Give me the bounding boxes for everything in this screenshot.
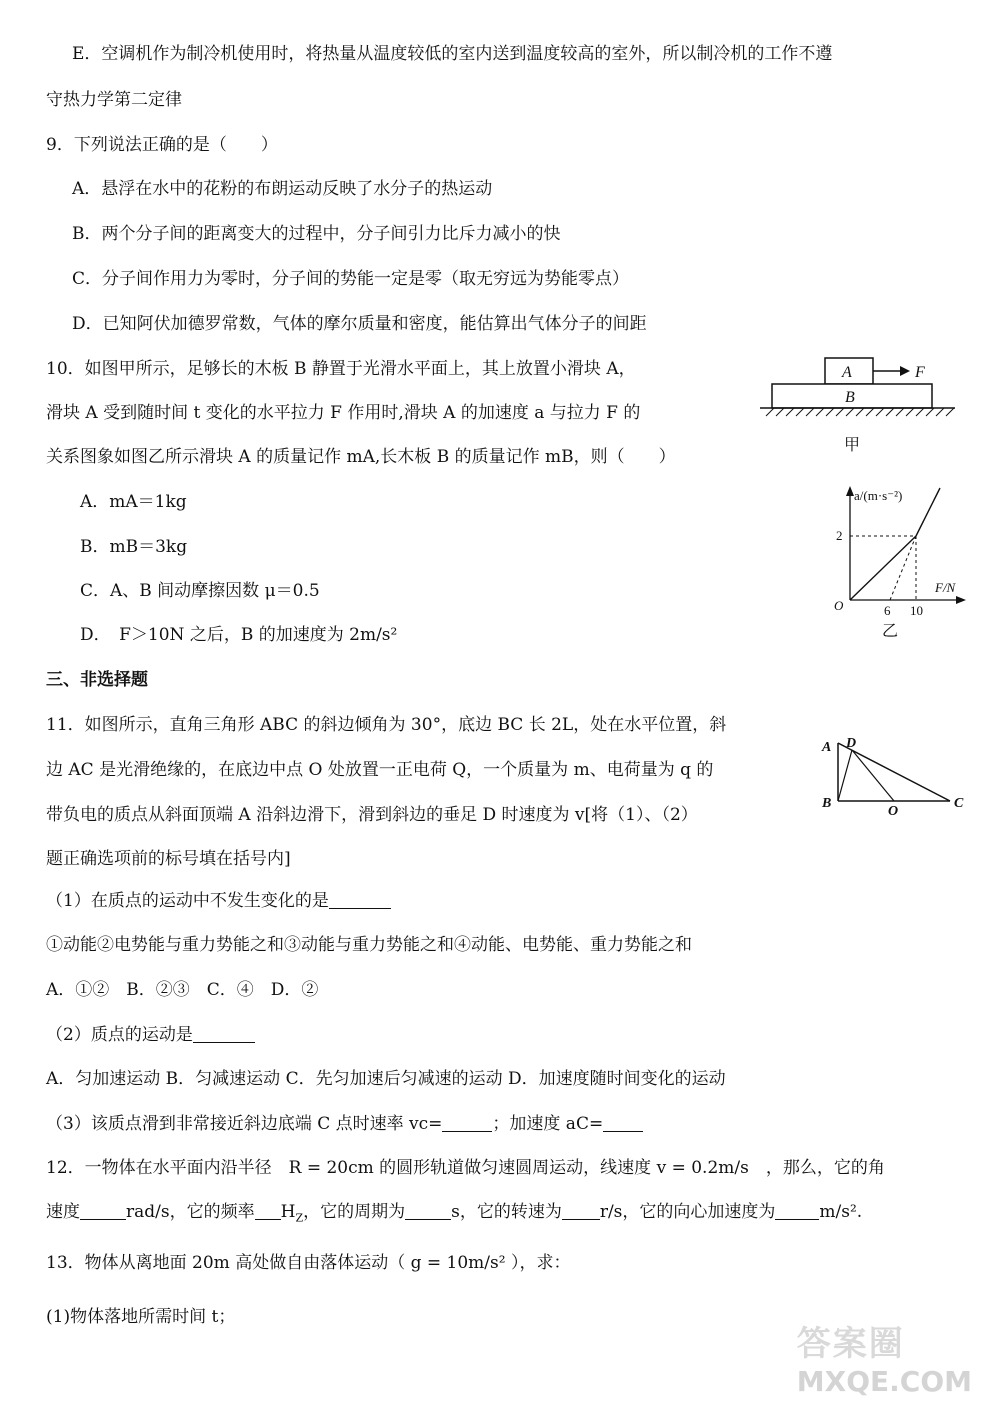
q12-text-1: rad/s，它的频率 [126, 1202, 255, 1222]
q10-stem-line1: 10．如图甲所示，足够长的木板 B 静置于光滑水平面上，其上放置小滑块 A， [46, 359, 636, 379]
q12-text-2: H [280, 1202, 296, 1222]
q12-text-2-sub: Z [295, 1211, 304, 1225]
q11-part1-blank[interactable] [329, 890, 391, 909]
q12-text-5: r/s，它的向心加速度为 [599, 1202, 776, 1222]
point-d-label: D [846, 736, 857, 751]
q10-option-d: D． F＞10N 之后，B 的加速度为 2m/s² [80, 625, 398, 645]
q11-part2-blank[interactable] [193, 1024, 255, 1043]
point-b-label: B [822, 796, 832, 811]
q11-part2-text: （2）质点的运动是 [46, 1025, 193, 1045]
x-tick-6: 6 [884, 603, 891, 618]
graph-line-2 [916, 488, 940, 536]
q11-part2 [46, 1023, 255, 1047]
figure-yi-caption: 乙 [882, 623, 899, 640]
q12-text-4: s，它的转速为 [451, 1202, 562, 1222]
board-b-label: B [845, 389, 855, 406]
figure-jia-caption: 甲 [844, 437, 861, 454]
q11-part3-text-a: （3）该质点滑到非常接近斜边底端 C 点时速率 vc= [46, 1114, 443, 1134]
watermark-top: 答案圈 [796, 1324, 905, 1364]
q12-text-6: m/s². [819, 1202, 863, 1222]
q8-option-e-line2: 守热力学第二定律 [46, 90, 182, 110]
block-a-label: A [842, 364, 852, 381]
q12-stem-line1: 12．一物体在水平面内沿半径 R = 20cm 的圆形轨道做匀速圆周运动，线速度 v = 0.2m/s ，那么，它的角 [46, 1158, 885, 1178]
q12-frequency-blank[interactable] [255, 1201, 281, 1220]
q10-stem-line2: 滑块 A 受到随时间 t 变化的水平拉力 F 作用时,滑块 A 的加速度 a 与拉力 F 的 [46, 403, 641, 423]
q12-text-3: ，它的周期为 [303, 1202, 406, 1222]
origin-label: O [834, 598, 844, 613]
section-heading: 三、非选择题 [46, 670, 148, 690]
graph-line-1 [850, 536, 916, 600]
q9-option-b: B．两个分子间的距离变大的过程中，分子间引力比斥力减小的快 [72, 224, 561, 244]
figure-jia [760, 350, 960, 460]
q8-option-e-line1: E．空调机作为制冷机使用时，将热量从温度较低的室内送到温度较高的室外，所以制冷机的工作不遵 [72, 44, 833, 64]
q11-part2-choices: A．匀加速运动 B．匀减速运动 C．先匀加速后匀减速的运动 D．加速度随时间变化的运动 [46, 1069, 726, 1089]
point-c-label: C [954, 796, 964, 811]
q13-stem: 13．物体从离地面 20m 高处做自由落体运动（ g = 10m/s² ），求： [46, 1253, 571, 1273]
point-o-label: O [888, 804, 899, 815]
q11-part1 [46, 889, 391, 913]
q11-part3-text-b: ；加速度 aC= [492, 1114, 604, 1134]
q11-ac-blank[interactable] [603, 1113, 643, 1132]
q11-part1-options: ①动能②电势能与重力势能之和③动能与重力势能之和④动能、电势能、重力势能之和 [46, 935, 692, 955]
y-tick-2: 2 [836, 528, 843, 543]
force-label: F [915, 364, 925, 381]
q11-part1-text: （1）在质点的运动中不发生变化的是 [46, 891, 329, 911]
q12-stem-line2 [46, 1200, 862, 1230]
figure-yi [828, 482, 978, 642]
q11-stem-line3: 带负电的质点从斜面顶端 A 沿斜边滑下，滑到斜边的垂足 D 时速度为 v[将（1）、（2） [46, 805, 698, 825]
q11-vc-blank[interactable] [442, 1113, 492, 1132]
q12-acceleration-blank[interactable] [775, 1201, 819, 1220]
q11-stem-line1: 11．如图所示，直角三角形 ABC 的斜边倾角为 30°，底边 BC 长 2L，处在水平位置，斜 [46, 715, 727, 735]
q10-stem-line3: 关系图象如图乙所示滑块 A 的质量记作 mA,长木板 B 的质量记作 mB，则（ ） [46, 447, 676, 467]
triangle-figure [818, 735, 968, 815]
q11-stem-line4: 题正确选项前的标号填在括号内] [46, 849, 291, 869]
q9-option-a: A．悬浮在水中的花粉的布朗运动反映了水分子的热运动 [72, 179, 493, 199]
q9-stem: 9．下列说法正确的是（ ） [46, 135, 278, 155]
x-axis-label: F/N [935, 580, 956, 595]
q11-part1-choices: A．①② B．②③ C．④ D．② [46, 980, 319, 1000]
q9-option-c: C．分子间作用力为零时，分子间的势能一定是零（取无穷远为势能零点） [72, 269, 630, 289]
q11-part3 [46, 1112, 643, 1136]
q12-angular-velocity-blank[interactable] [80, 1201, 126, 1220]
q9-option-d: D．已知阿伏加德罗常数，气体的摩尔质量和密度，能估算出气体分子的间距 [72, 314, 647, 334]
q12-text-0: 速度 [46, 1202, 80, 1222]
watermark [797, 1316, 972, 1398]
q10-option-a: A．mA＝1kg [80, 492, 187, 512]
q10-option-b: B．mB＝3kg [80, 537, 188, 557]
q12-period-blank[interactable] [405, 1201, 451, 1220]
q13-part1: (1)物体落地所需时间 t； [46, 1307, 236, 1327]
point-a-label: A [822, 740, 832, 755]
x-tick-10: 10 [910, 603, 923, 618]
watermark-bottom: MXQE.COM [796, 1365, 972, 1398]
q10-option-c: C．A、B 间动摩擦因数 μ＝0.5 [80, 581, 320, 601]
q12-rotation-blank[interactable] [562, 1201, 600, 1220]
y-axis-label: a/(m·s⁻²) [854, 488, 903, 503]
q11-stem-line2: 边 AC 是光滑绝缘的，在底边中点 O 处放置一正电荷 Q，一个质量为 m、电荷量为 q 的 [46, 760, 714, 780]
